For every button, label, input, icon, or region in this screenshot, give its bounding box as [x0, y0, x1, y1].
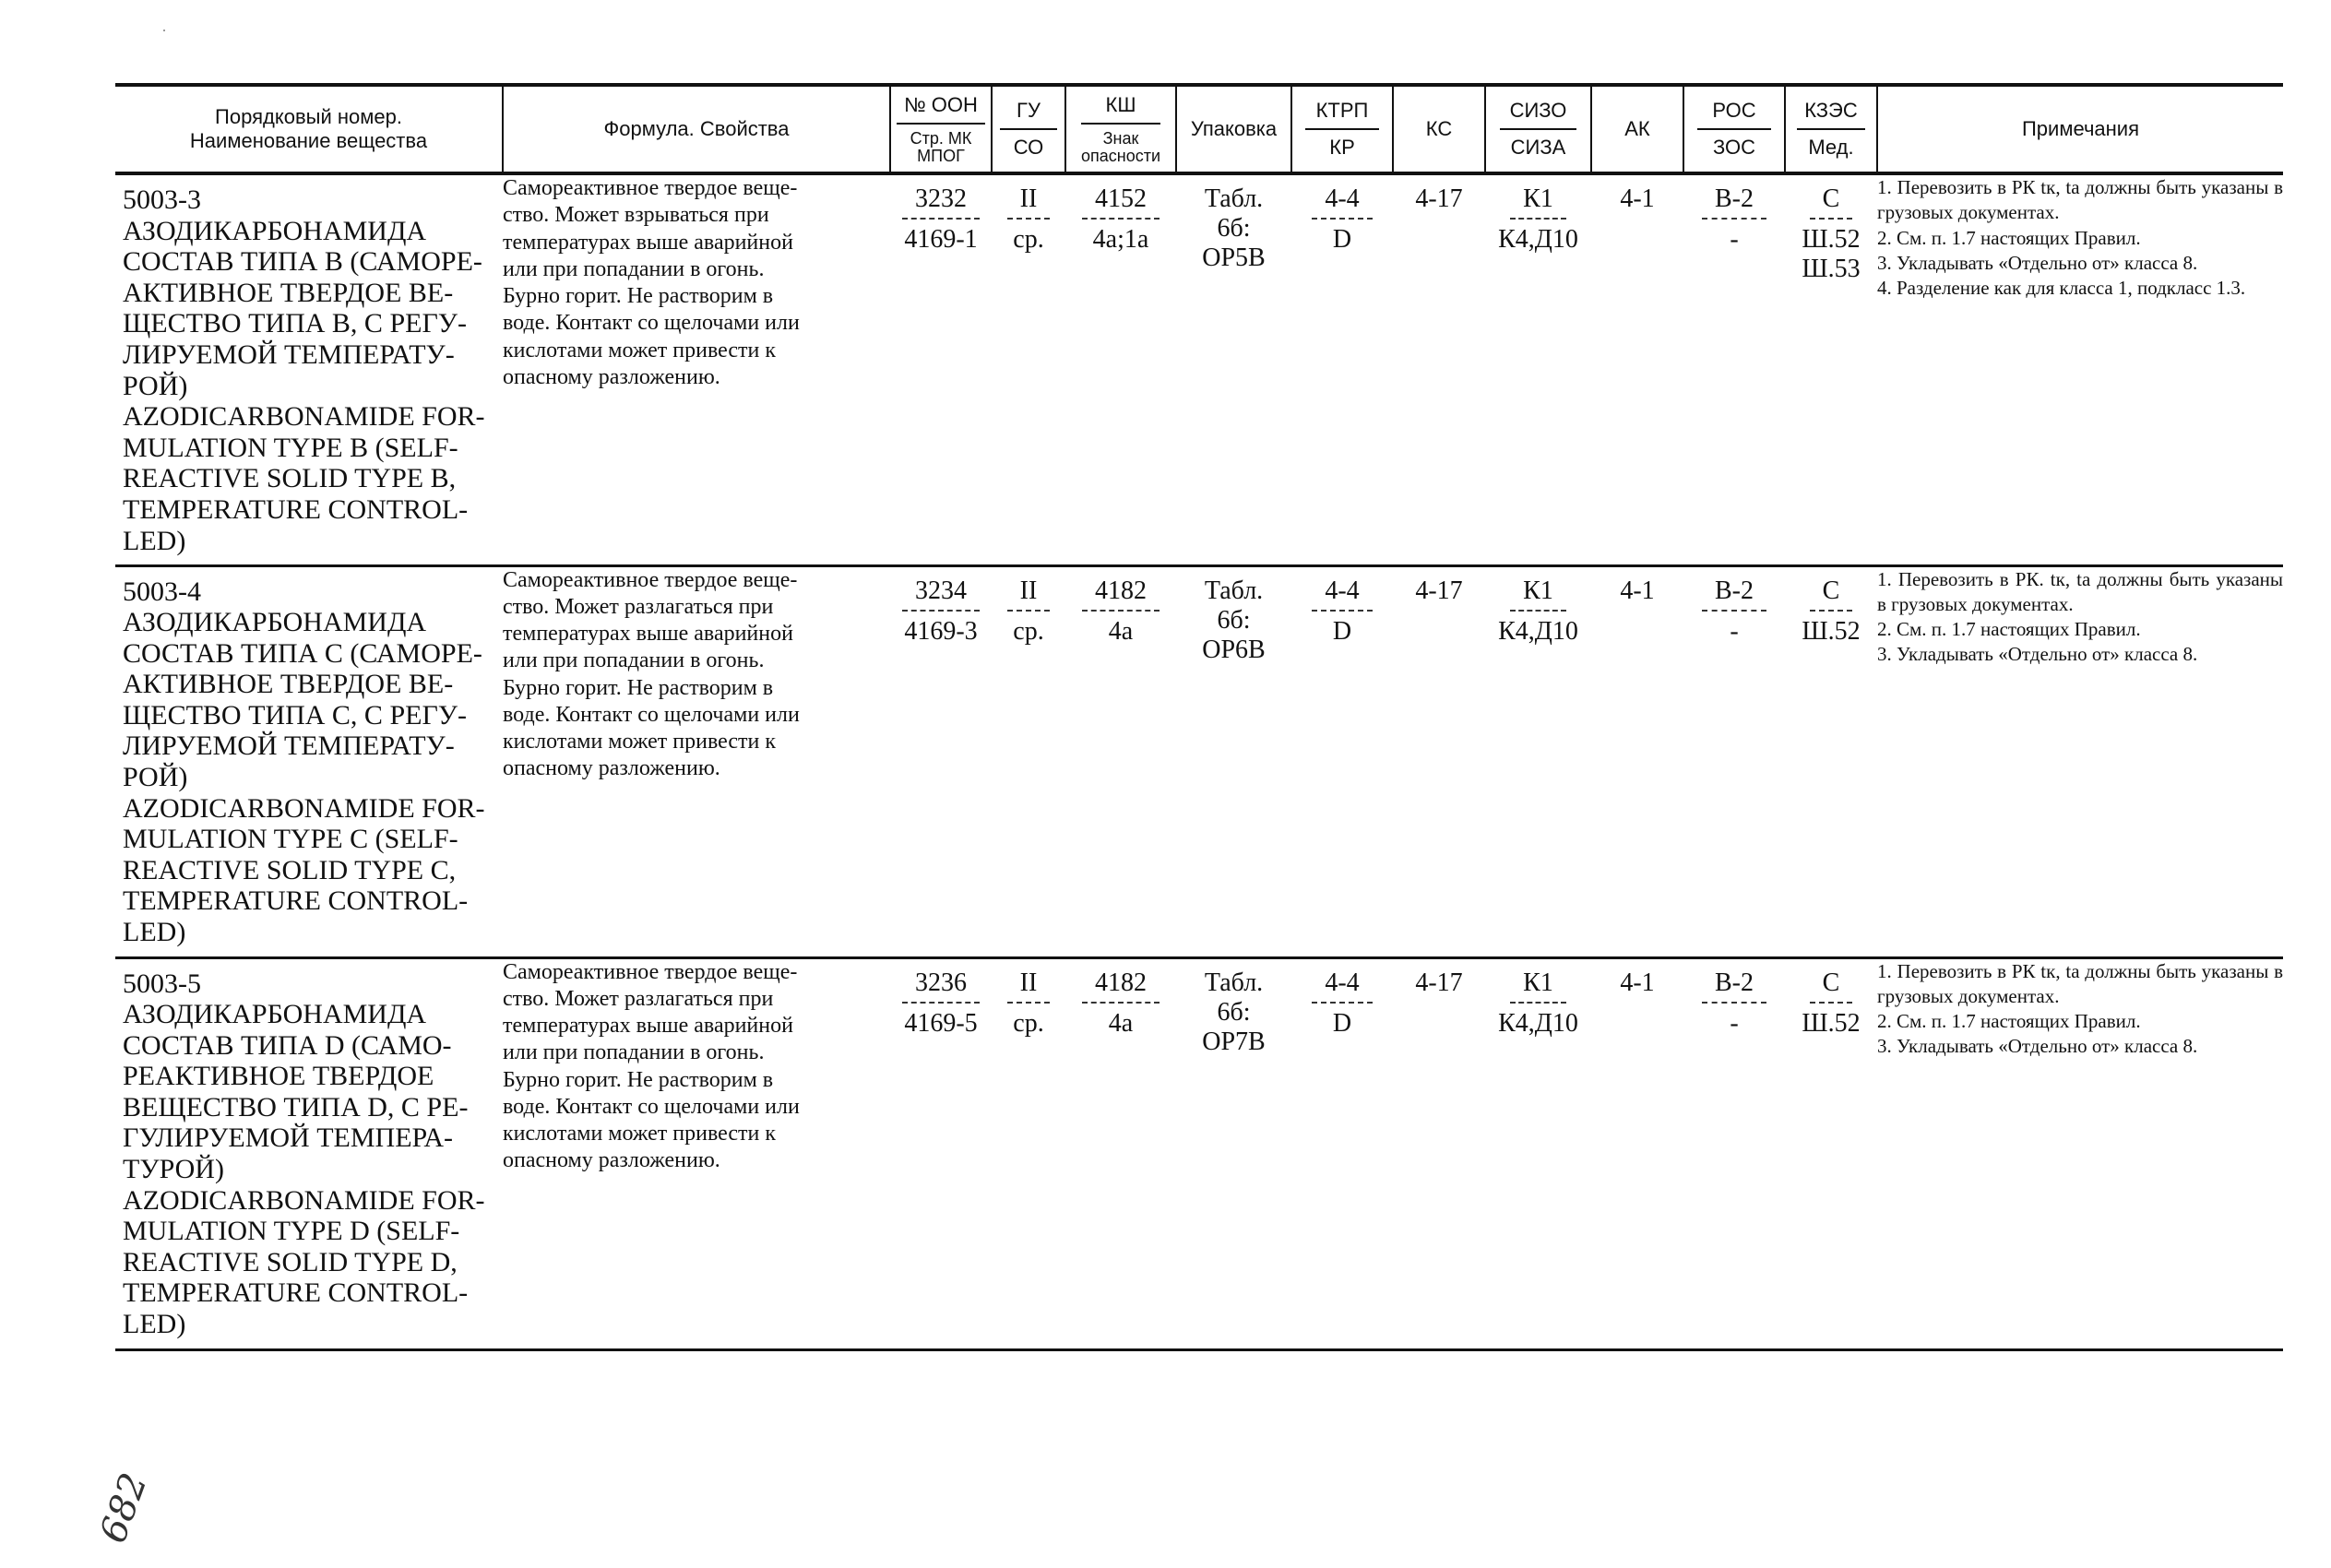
note-item: 1. Перевозить в РК. tк, tа должны быть указаны в грузовых документах.	[1877, 567, 2283, 615]
header-row	[115, 85, 2283, 173]
scan-dot	[163, 30, 165, 31]
substance-name-cell	[115, 173, 503, 565]
ak-cell: 4-1	[1591, 565, 1683, 957]
ak-cell: 4-1	[1591, 173, 1683, 565]
note-item: 3. Укладывать «Отдельно от» класса 8.	[1877, 1035, 2198, 1058]
kzes-cell: С Ш.52	[1785, 957, 1877, 1349]
header-pack: Упаковка	[1176, 85, 1291, 173]
ksh-cell: 4182 4а	[1065, 565, 1176, 957]
ktrp-cell: 4-4 D	[1291, 957, 1393, 1349]
note-item: 1. Перевозить в РК tк, tа должны быть указаны в грузовых документах.	[1877, 176, 2283, 224]
name-russian: АЗОДИКАРБОНАМИДА СОСТАВ ТИПА D (САМО- РЕАКТИВНОЕ ТВЕРДОЕ ВЕЩЕСТВО ТИПА D, С РЕ- ГУЛИРУЕМОЙ ТЕМПЕРА- ТУРОЙ)	[123, 999, 469, 1185]
notes-cell	[1877, 957, 2283, 1349]
header-ktrp: КТРП КР	[1291, 85, 1393, 173]
header-ros: РОС ЗОС	[1683, 85, 1785, 173]
ks-cell: 4-17	[1393, 957, 1485, 1349]
table-row	[115, 957, 2283, 1349]
name-english: AZODICARBONAMIDE FOR- MULATION TYPE D (SELF- REACTIVE SOLID TYPE D, TEMPERATURE CONTROL- LED)	[123, 1184, 485, 1340]
header-sizo: СИЗО СИЗА	[1485, 85, 1591, 173]
note-item: 3. Укладывать «Отдельно от» класса 8.	[1877, 251, 2198, 274]
header-gu: ГУ СО	[992, 85, 1065, 173]
page-number-handwritten: 682	[91, 1467, 156, 1549]
gu-cell: II ср.	[992, 173, 1065, 565]
name-english: AZODICARBONAMIDE FOR- MULATION TYPE C (SELF- REACTIVE SOLID TYPE C, TEMPERATURE CONTROL- LED)	[123, 792, 485, 948]
un-cell: 3234 4169-3	[890, 565, 992, 957]
un-cell: 3236 4169-5	[890, 957, 992, 1349]
notes-cell	[1877, 173, 2283, 565]
header-ksh: КШ Знак опасности	[1065, 85, 1176, 173]
ktrp-cell: 4-4 D	[1291, 173, 1393, 565]
kzes-cell: С Ш.52 Ш.53	[1785, 173, 1877, 565]
register-page	[115, 83, 2283, 1351]
header-name: Порядковый номер. Наименование вещества	[115, 85, 503, 173]
note-item: 1. Перевозить в РК tк, tа должны быть указаны в грузовых документах.	[1877, 959, 2283, 1007]
note-item: 3. Укладывать «Отдельно от» класса 8.	[1877, 643, 2198, 666]
table-row	[115, 173, 2283, 565]
un-cell: 3232 4169-1	[890, 173, 992, 565]
note-item: 2. См. п. 1.7 настоящих Правил.	[1877, 1010, 2141, 1033]
name-english: AZODICARBONAMIDE FOR- MULATION TYPE B (SELF- REACTIVE SOLID TYPE B, TEMPERATURE CONTROL- LED)	[123, 401, 485, 556]
ktrp-cell: 4-4 D	[1291, 565, 1393, 957]
name-russian: АЗОДИКАРБОНАМИДА СОСТАВ ТИПА С (САМОРЕ- АКТИВНОЕ ТВЕРДОЕ ВЕ- ЩЕСТВО ТИПА С, С РЕГУ- ЛИРУЕМОЙ ТЕМПЕРАТУ- РОЙ)	[123, 607, 482, 793]
substance-name-cell	[115, 565, 503, 957]
header-notes: Примечания	[1877, 85, 2283, 173]
gu-cell: II ср.	[992, 957, 1065, 1349]
sizo-cell: К1 К4,Д10	[1485, 957, 1591, 1349]
header-ks: КС	[1393, 85, 1485, 173]
ksh-cell: 4182 4а	[1065, 957, 1176, 1349]
gu-cell: II ср.	[992, 565, 1065, 957]
pack-cell: Табл. 6б: ОР5В	[1176, 173, 1291, 565]
note-item: 4. Разделение как для класса 1, подкласс 1.3.	[1877, 277, 2246, 300]
pack-cell: Табл. 6б: ОР6В	[1176, 565, 1291, 957]
header-kzes: КЗЭС Мед.	[1785, 85, 1877, 173]
properties-cell: Самореактивное твердое веще- ство. Может разлагаться при температурах выше аварийной или при попадании в огонь. Бурно горит. Не растворим в воде. Контакт со щелочами или кислотами может привести к опасному разложению.	[503, 957, 890, 1349]
sizo-cell: К1 К4,Д10	[1485, 565, 1591, 957]
ksh-cell: 4152 4а;1а	[1065, 173, 1176, 565]
note-item: 2. См. п. 1.7 настоящих Правил.	[1877, 226, 2141, 249]
properties-cell: Самореактивное твердое веще- ство. Может взрываться при температурах выше аварийной или при попадании в огонь. Бурно горит. Не растворим в воде. Контакт со щелочами или кислотами может привести к опасному разложению.	[503, 173, 890, 565]
sizo-cell: К1 К4,Д10	[1485, 173, 1591, 565]
name-russian: АЗОДИКАРБОНАМИДА СОСТАВ ТИПА В (САМОРЕ- АКТИВНОЕ ТВЕРДОЕ ВЕ- ЩЕСТВО ТИПА В, С РЕГУ- ЛИРУЕМОЙ ТЕМПЕРАТУ- РОЙ)	[123, 215, 482, 401]
properties-cell: Самореактивное твердое веще- ство. Может разлагаться при температурах выше аварийной или при попадании в огонь. Бурно горит. Не растворим в воде. Контакт со щелочами или кислотами может привести к опасному разложению.	[503, 565, 890, 957]
ros-cell: В-2 -	[1683, 565, 1785, 957]
note-item: 2. См. п. 1.7 настоящих Правил.	[1877, 618, 2141, 641]
ros-cell: В-2 -	[1683, 173, 1785, 565]
pack-cell: Табл. 6б: ОР7В	[1176, 957, 1291, 1349]
ks-cell: 4-17	[1393, 565, 1485, 957]
header-un: № ООН Стр. МК МПОГ	[890, 85, 992, 173]
entry-number: 5003-4	[123, 576, 201, 607]
notes-cell	[1877, 565, 2283, 957]
ks-cell: 4-17	[1393, 173, 1485, 565]
header-ak: АК	[1591, 85, 1683, 173]
ak-cell: 4-1	[1591, 957, 1683, 1349]
entry-number: 5003-3	[123, 184, 201, 215]
header-formula: Формула. Свойства	[503, 85, 890, 173]
entry-number: 5003-5	[123, 968, 201, 999]
kzes-cell: С Ш.52	[1785, 565, 1877, 957]
substance-name-cell	[115, 957, 503, 1349]
hazard-register-table	[115, 83, 2283, 1351]
table-row	[115, 565, 2283, 957]
ros-cell: В-2 -	[1683, 957, 1785, 1349]
